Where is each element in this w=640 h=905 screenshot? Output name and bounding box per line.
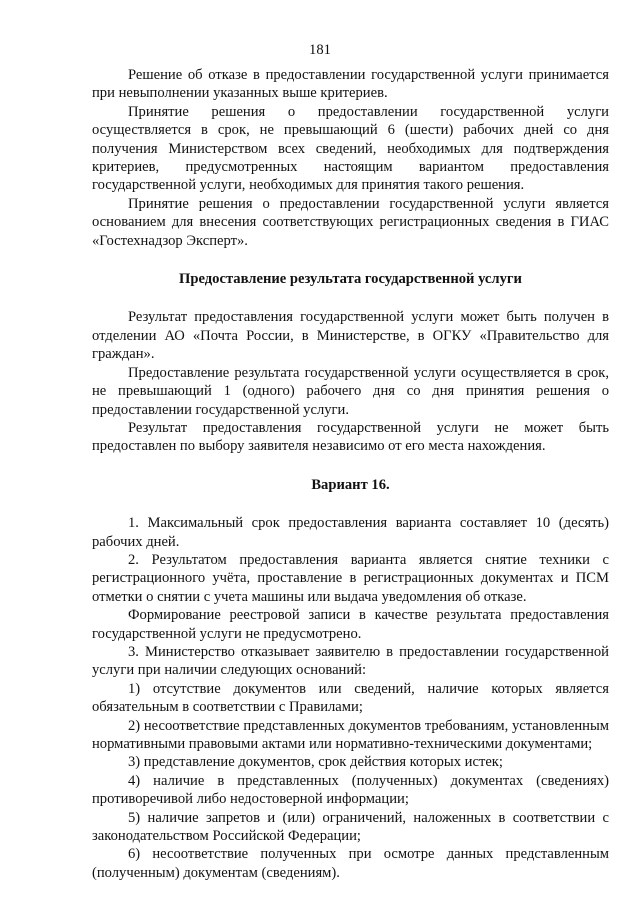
document-body <box>92 66 609 882</box>
paragraph: Формирование реестровой записи в качестве результата предоставления государственной услуги не предусмотрено. <box>92 607 609 642</box>
paragraph: 1. Максимальный срок предоставления варианта составляет 10 (десять) рабочих дней. <box>92 515 609 550</box>
list-item: 4) наличие в представленных (полученных) документах (сведениях) противоречивой либо недостоверной информации; <box>92 772 609 808</box>
paragraph: Решение об отказе в предоставлении государственной услуги принимается при невыполнении указанных выше критериев. <box>92 67 609 102</box>
paragraph: Принятие решения о предоставлении государственной услуги является основанием для внесения соответствующих регистрационных сведения в ГИАС «Гостехнадзор Эксперт». <box>92 195 609 249</box>
spacer <box>92 494 609 514</box>
section-heading-result: Предоставление результата государственной услуги <box>179 271 522 288</box>
spacer <box>92 250 609 270</box>
paragraph: Принятие решения о предоставлении государственной услуги осуществляется в срок, не превышающий 6 (шести) рабочих дней со дня получения Министерством всех сведений, необходимых для подтверждения критериев, предусмотренных настоящим вариантом предоставления государственной услуги, необходимых для принятия такого решения. <box>92 103 609 194</box>
paragraph: Результат предоставления государственной услуги не может быть предоставлен по выбору заявителя независимо от его места нахождения. <box>92 419 609 455</box>
list-item: 3) представление документов, срок действия которых истек; <box>128 754 503 771</box>
paragraph: 2. Результатом предоставления варианта является снятие техники с регистрационного учёта, проставление в регистрационных документах и ПСМ отметки о снятии с учета машины или выдача уведомления об отказе. <box>92 551 609 605</box>
list-item: 5) наличие запретов и (или) ограничений, наложенных в соответствии с законодательством Российской Федерации; <box>92 809 609 845</box>
spacer <box>92 288 609 308</box>
list-item: 1) отсутствие документов или сведений, наличие которых является обязательным в соответствии с Правилами; <box>92 680 609 716</box>
list-item: 2) несоответствие представленных документов требованиям, установленным нормативными правовыми актами или нормативно-техническими документами; <box>92 717 609 752</box>
paragraph: Результат предоставления государственной услуги может быть получен в отделении АО «Почта России, в Министерстве, в ОГКУ «Правительство для граждан». <box>92 309 609 363</box>
spacer <box>92 456 609 476</box>
section-heading-variant: Вариант 16. <box>311 476 390 493</box>
list-item: 6) несоответствие полученных при осмотре данных представленным (полученным) документам (сведениям). <box>92 846 609 881</box>
paragraph: 3. Министерство отказывает заявителю в предоставлении государственной услуги при наличии следующих оснований: <box>92 643 609 679</box>
page-number: 181 <box>309 42 331 58</box>
paragraph: Предоставление результата государственной услуги осуществляется в срок, не превышающий 1 (одного) рабочего дня со дня принятия решения о предоставлении государственной услуги. <box>92 364 609 418</box>
